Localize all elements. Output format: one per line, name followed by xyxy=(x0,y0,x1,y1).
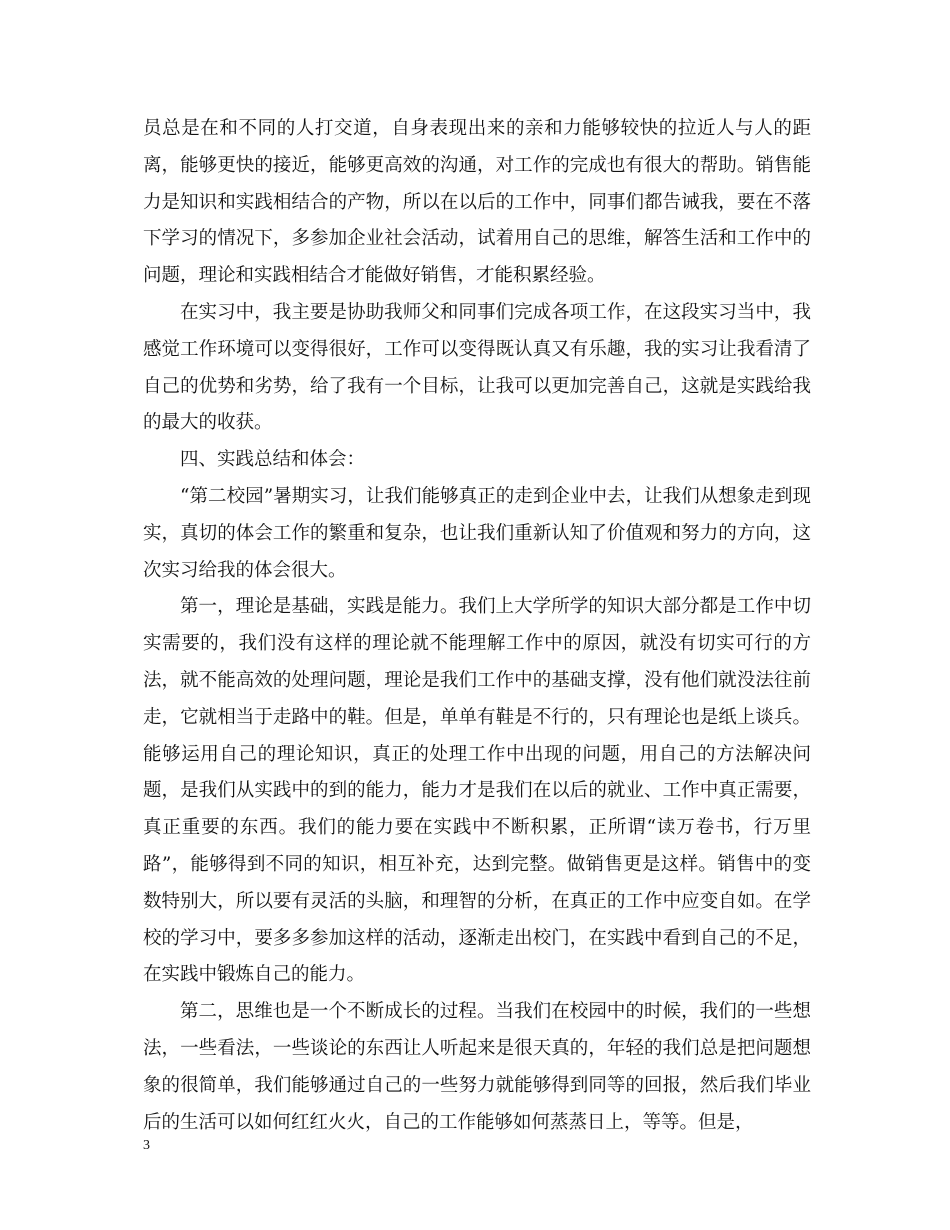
paragraph-2: 在实习中，我主要是协助我师父和同事们完成各项工作，在这段实习当中，我感觉工作环境可以变得很好，工作可以变得既认真又有乐趣，我的实习让我看清了自己的优势和劣势，给了我有一个目标，让我可以更加完善自己，这就是实践给我的最大的收获。 xyxy=(143,301,811,434)
paragraph-3: “第二校园”暑期实习，让我们能够真正的走到企业中去，让我们从想象走到现实，真切的体会工作的繁重和复杂，也让我们重新认知了价值观和努力的方向，这次实习给我的体会很大。 xyxy=(143,485,811,581)
section-heading: 四、实践总结和体会： xyxy=(180,449,366,471)
page-number: 3 xyxy=(143,1138,150,1153)
document-body xyxy=(143,111,811,1141)
paragraph-1: 员总是在和不同的人打交道，自身表现出来的亲和力能够较快的拉近人与人的距离，能够更快的接近，能够更高效的沟通，对工作的完成也有很大的帮助。销售能力是知识和实践相结合的产物，所以在以后的工作中，同事们都告诫我，要在不落下学习的情况下，多参加企业社会活动，试着用自己的思维，解答生活和工作中的问题，理论和实践相结合才能做好销售，才能积累经验。 xyxy=(143,118,811,287)
paragraph-5: 第二，思维也是一个不断成长的过程。当我们在校园中的时候，我们的一些想法，一些看法，一些谈论的东西让人听起来是很天真的，年轻的我们总是把问题想象的很简单，我们能够通过自己的一些努力就能够得到同等的回报，然后我们毕业后的生活可以如何红红火火，自己的工作能够如何蒸蒸日上，等等。但是， xyxy=(143,1001,811,1133)
paragraph-4: 第一，理论是基础，实践是能力。我们上大学所学的知识大部分都是工作中切实需要的，我们没有这样的理论就不能理解工作中的原因，就没有切实可行的方法，就不能高效的处理问题，理论是我们工作中的基础支撑，没有他们就没法往前走，它就相当于走路中的鞋。但是，单单有鞋是不行的，只有理论也是纸上谈兵。能够运用自己的理论知识，真正的处理工作中出现的问题，用自己的方法解决问题，是我们从实践中的到的能力，能力才是我们在以后的就业、工作中真正需要，真正重要的东西。我们的能力要在实践中不断积累，正所谓“读万卷书，行万里路”，能够得到不同的知识，相互补充，达到完整。做销售更是这样。销售中的变数特别大，所以要有灵活的头脑，和理智的分析，在真正的工作中应变自如。在学校的学习中，要多多参加这样的活动，逐渐走出校门，在实践中看到自己的不足，在实践中锻炼自己的能力。 xyxy=(143,596,811,986)
